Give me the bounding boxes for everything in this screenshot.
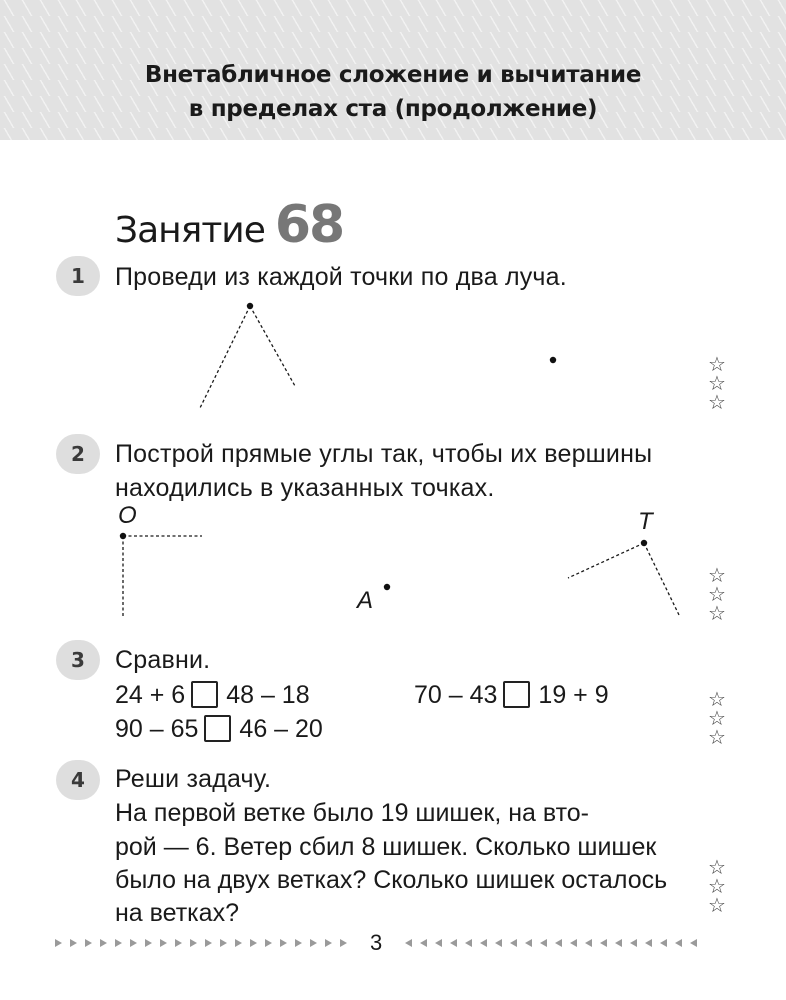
task-1-badge: 1: [56, 256, 100, 296]
footer-ornament-right: [405, 936, 705, 950]
task-3-badge: 3: [56, 640, 100, 680]
point-1: [247, 303, 253, 309]
ray-t-left: [568, 543, 644, 578]
task-1-text: Проведи из каждой точки по два луча.: [115, 263, 567, 291]
task-4-line-2: рой — 6. Ветер сбил 8 шишек. Сколько шишек: [115, 833, 657, 861]
compare-box-2[interactable]: [503, 681, 530, 708]
point-t-label: T: [638, 508, 653, 535]
task-4-line-3: было на двух ветках? Сколько шишек осталось: [115, 866, 668, 894]
compare-row-1-left: [115, 678, 310, 712]
lesson-number: 68: [274, 195, 344, 255]
task-2-badge: 2: [56, 434, 100, 474]
lesson-word: Занятие: [115, 210, 265, 251]
task-4-line-4: на ветках?: [115, 899, 239, 927]
task-4-title: Реши задачу.: [115, 765, 272, 793]
star-icon: ☆: [708, 855, 726, 879]
expr-2-right: 19 + 9: [538, 681, 609, 709]
expr-3-left: 90 – 65: [115, 715, 199, 743]
title-line-2: в пределах ста (продолжение): [188, 96, 598, 122]
compare-row-2: [115, 712, 323, 746]
difficulty-stars-2: [708, 563, 734, 625]
footer-ornament-left: [55, 936, 355, 950]
point-o-label: O: [118, 502, 137, 529]
ray-1-left: [200, 306, 250, 408]
expr-3-right: 46 – 20: [239, 715, 323, 743]
star-icon: ☆: [708, 563, 726, 587]
star-icon: ☆: [708, 687, 726, 711]
star-icon: ☆: [708, 874, 726, 898]
star-icon: ☆: [708, 371, 726, 395]
star-icon: ☆: [708, 352, 726, 376]
task-4-badge: 4: [56, 760, 100, 800]
task-2-line-2: находились в указанных точках.: [115, 474, 495, 502]
point-a: [384, 584, 390, 590]
star-icon: ☆: [708, 706, 726, 730]
page-number: 3: [370, 930, 383, 955]
difficulty-stars-3: [708, 687, 734, 749]
ray-t-right: [644, 543, 680, 617]
compare-box-3[interactable]: [204, 715, 231, 742]
ray-1-right: [250, 306, 295, 386]
expr-2-left: 70 – 43: [414, 681, 498, 709]
task-4-line-1: [115, 796, 700, 830]
point-2: [550, 357, 556, 363]
difficulty-stars-4: [708, 855, 734, 917]
task-4-line-1-text: На первой ветке было 19 шишек, на вто-: [115, 799, 590, 827]
expr-1-left: 24 + 6: [115, 681, 186, 709]
expr-1-right: 48 – 18: [226, 681, 310, 709]
star-icon: ☆: [708, 390, 726, 414]
difficulty-stars-1: [708, 352, 734, 414]
star-icon: ☆: [708, 582, 726, 606]
star-icon: ☆: [708, 725, 726, 749]
star-icon: ☆: [708, 601, 726, 625]
title-line-1: Внетабличное сложение и вычитание: [144, 62, 642, 88]
star-icon: ☆: [708, 893, 726, 917]
point-a-label: A: [357, 587, 374, 614]
point-o: [120, 533, 126, 539]
compare-box-1[interactable]: [191, 681, 218, 708]
task-2-line-1: Построй прямые углы так, чтобы их вершины: [115, 440, 653, 468]
task-3-title: Сравни.: [115, 646, 211, 674]
point-t: [641, 540, 647, 546]
compare-row-1-right: [414, 678, 609, 712]
